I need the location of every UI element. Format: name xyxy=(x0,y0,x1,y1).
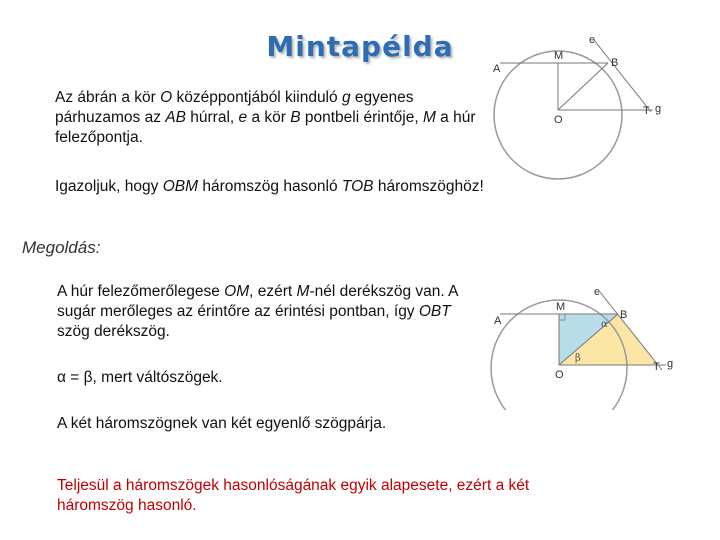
text: Az ábrán a kör xyxy=(55,89,161,106)
label-t: T xyxy=(643,105,650,117)
text: húrral, xyxy=(185,109,239,126)
conclusion: Teljesül a háromszögek hasonlóságának egyik alapesete, ezért a két háromszög hasonló. xyxy=(57,477,530,514)
text: Igazoljuk, hogy xyxy=(55,178,163,195)
label-g: g xyxy=(667,358,674,370)
point-m: M xyxy=(422,109,436,126)
label-e: e xyxy=(589,34,596,46)
solution-paragraph-3: A két háromszögnek van két egyenlő szögpárja. xyxy=(57,415,387,432)
text: háromszöghöz! xyxy=(373,178,484,195)
text: -nél derékszög van. A sugár merőleges az érintőre az érintési pontban, így xyxy=(57,283,458,320)
problem-paragraph-1 xyxy=(55,88,495,148)
text: , ezért xyxy=(249,283,297,300)
label-b: B xyxy=(620,309,628,321)
triangle-tob: TOB xyxy=(341,178,374,195)
figure-2 xyxy=(488,280,683,410)
problem-paragraph-2 xyxy=(55,177,615,197)
text: háromszög hasonló xyxy=(198,178,342,195)
text: a húr felezőpontja. xyxy=(55,109,476,146)
segment-ob xyxy=(558,63,608,110)
text: egyenes párhuzamos az xyxy=(55,89,414,126)
label-a: A xyxy=(494,315,502,327)
page-title: Mintapélda xyxy=(266,30,454,63)
label-m: M xyxy=(554,50,564,62)
label-m: M xyxy=(556,301,566,313)
line-g: g xyxy=(341,89,351,106)
point-m-ref: M xyxy=(296,283,310,300)
point-b: B xyxy=(290,109,301,126)
label-o: O xyxy=(555,369,564,381)
text: pontbeli érintője, xyxy=(300,109,423,126)
text: középpontjából kiinduló xyxy=(172,89,342,106)
label-beta: β xyxy=(575,353,581,364)
solution-paragraph-1 xyxy=(57,282,482,342)
text: a kör xyxy=(247,109,291,126)
chord-ab: AB xyxy=(165,109,186,126)
point-o: O xyxy=(160,89,173,106)
label-g: g xyxy=(655,103,662,115)
label-b: B xyxy=(611,57,619,69)
text: A húr felezőmerőlegese xyxy=(57,283,225,300)
tangent-e xyxy=(594,40,651,112)
label-e: e xyxy=(594,286,601,298)
text: szög derékszög. xyxy=(57,323,170,340)
label-t: T xyxy=(653,361,660,373)
figure-1 xyxy=(488,30,678,180)
tangent-e: e xyxy=(238,109,248,126)
angle-obt-ref: OBT xyxy=(418,303,451,320)
solution-heading: Megoldás: xyxy=(22,238,101,257)
label-o: O xyxy=(554,114,563,126)
label-alpha: α xyxy=(601,319,608,330)
triangle-obm: OBM xyxy=(162,178,199,195)
label-a: A xyxy=(493,63,501,75)
solution-paragraph-2: α = β, mert váltószögek. xyxy=(57,369,223,386)
segment-om-ref: OM xyxy=(224,283,250,300)
